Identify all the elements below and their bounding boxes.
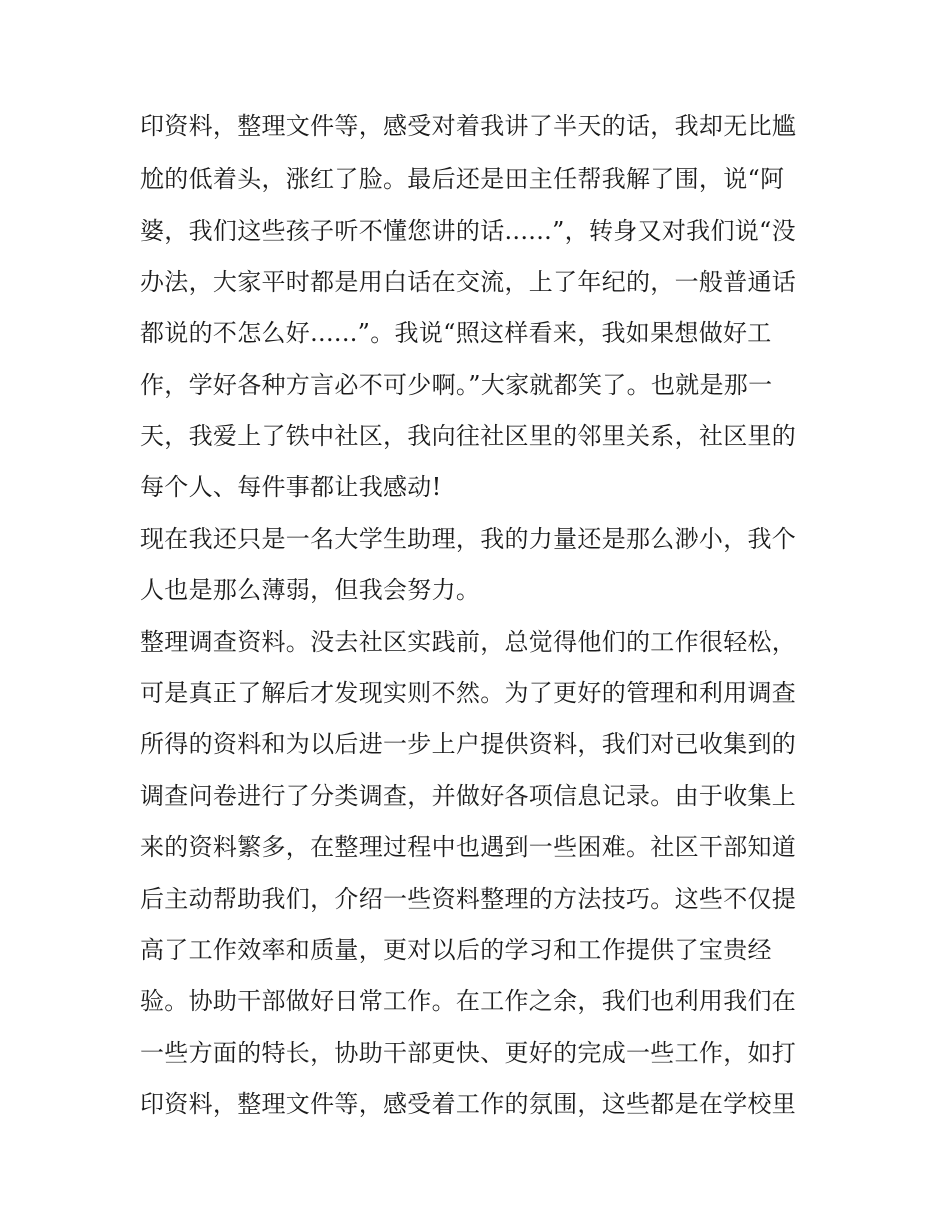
text-line: 整理调查资料。没去社区实践前，总觉得他们的工作很轻松， <box>140 628 797 656</box>
text-line: 婆，我们这些孩子听不懂您讲的话......”，转身又对我们说“没 <box>140 217 796 245</box>
text-line: 验。协助干部做好日常工作。在工作之余，我们也利用我们在 <box>140 987 797 1015</box>
text-line: 办法，大家平时都是用白话在交流，上了年纪的，一般普通话 <box>140 268 797 296</box>
text-line: 印资料，整理文件等，感受对着我讲了半天的话，我却无比尴 <box>140 112 797 140</box>
text-line: 作，学好各种方言必不可少啊。”大家就都笑了。也就是那一 <box>140 371 773 399</box>
text-line: 可是真正了解后才发现实则不然。为了更好的管理和利用调查 <box>140 679 797 707</box>
text-line: 印资料，整理文件等，感受着工作的氛围，这些都是在学校里 <box>140 1090 797 1118</box>
text-line: 调查问卷进行了分类调查，并做好各项信息记录。由于收集上 <box>140 782 797 810</box>
text-line: 每个人、每件事都让我感动! <box>140 473 442 501</box>
text-line: 来的资料繁多，在整理过程中也遇到一些困难。社区干部知道 <box>140 833 797 861</box>
text-line: 一些方面的特长，协助干部更快、更好的完成一些工作，如打 <box>140 1039 797 1067</box>
text-line: 尬的低着头，涨红了脸。最后还是田主任帮我解了围，说“阿 <box>140 165 785 193</box>
text-line: 后主动帮助我们，介绍一些资料整理的方法技巧。这些不仅提 <box>140 885 797 913</box>
text-line: 高了工作效率和质量，更对以后的学习和工作提供了宝贵经 <box>140 936 772 964</box>
text-line: 人也是那么薄弱，但我会努力。 <box>140 576 481 604</box>
text-line: 天，我爱上了铁中社区，我向往社区里的邻里关系，社区里的 <box>140 422 797 450</box>
text-line: 都说的不怎么好......”。我说“照这样看来，我如果想做好工 <box>140 319 772 347</box>
text-line: 所得的资料和为以后进一步上户提供资料，我们对已收集到的 <box>140 730 797 758</box>
text-line: 现在我还只是一名大学生助理，我的力量还是那么渺小，我个 <box>140 525 797 553</box>
